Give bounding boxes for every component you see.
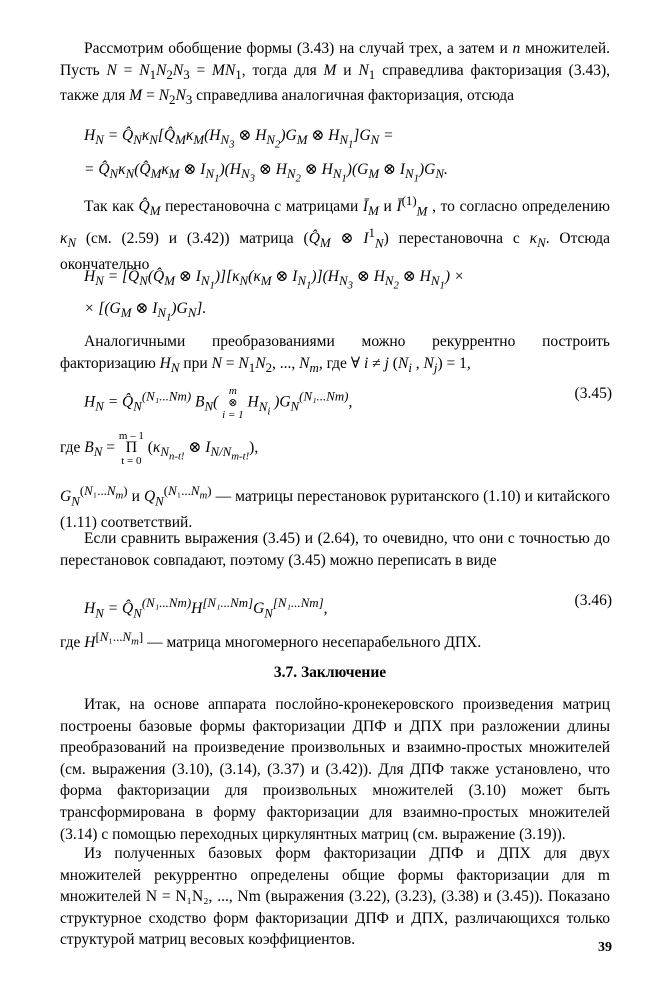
equation-hn-second-line: = $Q̂_N\kappa_N(Q̂_M\kappa_M$ ⊗ $I_{N_1})(H_{N_3}$ ⊗ $H_{N_2}$ ⊗ $H_{N_1})(G_M$ ⊗ $I_{N_1})G_N$. — [84, 161, 448, 185]
equation-bn-definition: где $B_N = m - 1$ Π t = 0 ($\kappa_{N_{n-t!}}$ ⊗ $I_{N/N_{m-t!}}$), — [60, 430, 259, 467]
page-number: 39 — [598, 940, 612, 955]
paragraph-conclusion-2: Из полученных базовых форм факторизации ДПФ и ДПХ для двух множителей рекуррентно определены общие формы факторизации для m множителей N = N₁N₂, ..., Nm (выражения (3.22), (3.23), (3.38) и (3.45)). Показано структурное сходство форм факторизации ДПФ и ДПХ, различающихся только структурой матриц весовых коэффициентов. — [60, 845, 610, 949]
equation-3-45: $H_N$ = $Q̂_N^{(N_1...Nm)}$ $B_N$( m ⊗ i = 1 $H_{N_i}$ )$G_N^{(N_1...Nm)}$, — [84, 385, 353, 421]
paragraph-recursive: Аналогичными преобразованиями можно рекуррентно построить факторизацию $H_N$ при $N = N_1N_2$, ..., $N_m$, где ∀ i ≠ j ($N_i$ , $N_j) = 1$, — [60, 333, 610, 375]
paragraph-generalization: Рассмотрим обобщение формы (3.43) на случай трех, а затем и n множителей. Пусть $N = N_1N_2N_3 = MN_1$, тогда для M и $N_1$ справедлива факторизация (3.43), также для $M = N_2N_3$ справедлива аналогичная факторизация, отсюда — [60, 40, 611, 108]
paragraph-permutation-matrices: $G_N^{(N_1...N_m)}$ и $Q_N^{(N_1...N_m)}$ — матрицы перестановок руританского (1.10) и китайского (1.11) соответствий. — [60, 483, 610, 531]
paragraph-conclusion-1: Итак, на основе аппарата послойно-кронекеровского произведения матриц построены базовые формы факторизации ДПФ и ДПХ при разложении длины преобразований на произведение произвольных и взаимно-простых множителей (см. выражения (3.10), (3.14), (3.37) и (3.42)). Для ДПФ также установлено, что форма факторизации для произвольных множителей (3.10) может быть трансформирована в форму факторизации для взаимно-простых множителей (3.14) с помощью переходных циркулянтных матриц (см. выражение (3.19)). — [60, 696, 610, 843]
paragraph-multidim-dht: где H[N₁...Nm] — матрица многомерного несепарабельного ДПХ. — [60, 629, 482, 652]
equation-hn-first-line: $H_N$ = $Q̂_N\kappa_N[Q̂_M\kappa_M(H_{N_3}$ ⊗ $H_{N_2})G_M$ ⊗ $H_{N_1}]G_N$ = — [84, 127, 394, 151]
equation-number-3-45: (3.45) — [574, 385, 612, 402]
equation-3-46: $H_N$ = $Q̂_N^{(N_1...Nm)}H[N_1...Nm]G_N[N_1...Nm]$, — [84, 595, 328, 621]
equation-final-second-line: × [($G_M$ ⊗ $I_{N_1})G_N$]. — [84, 300, 207, 324]
equation-final-first-line: $H_N$ = [$Q̂_N(Q̂_M$ ⊗ $I_{N_1})][\kappa_N(\kappa_M$ ⊗ $I_{N_1})](H_{N_3}$ ⊗ $H_{N_2}$ ⊗ $H_{N_1}$) × — [84, 268, 465, 292]
paragraph-permutation: Так как $Q̂_M$ перестановочна с матрицами $Ī_M$ и $Ī^{(1)}_M$ , то согласно определению $\kappa_N$ (см. (2.59) и (3.42)) матрица ($Q̂_M$ ⊗ $I^1_N$) перестановочна с $\kappa_N$. Отсюда окончательно — [60, 193, 610, 273]
paragraph-comparison: Если сравнить выражения (3.45) и (2.64), то очевидно, что они с точностью до перестановок совпадают, поэтому (3.45) можно переписать в виде — [60, 530, 610, 569]
equation-number-3-46: (3.46) — [574, 592, 612, 609]
section-heading: 3.7. Заключение — [273, 664, 387, 681]
